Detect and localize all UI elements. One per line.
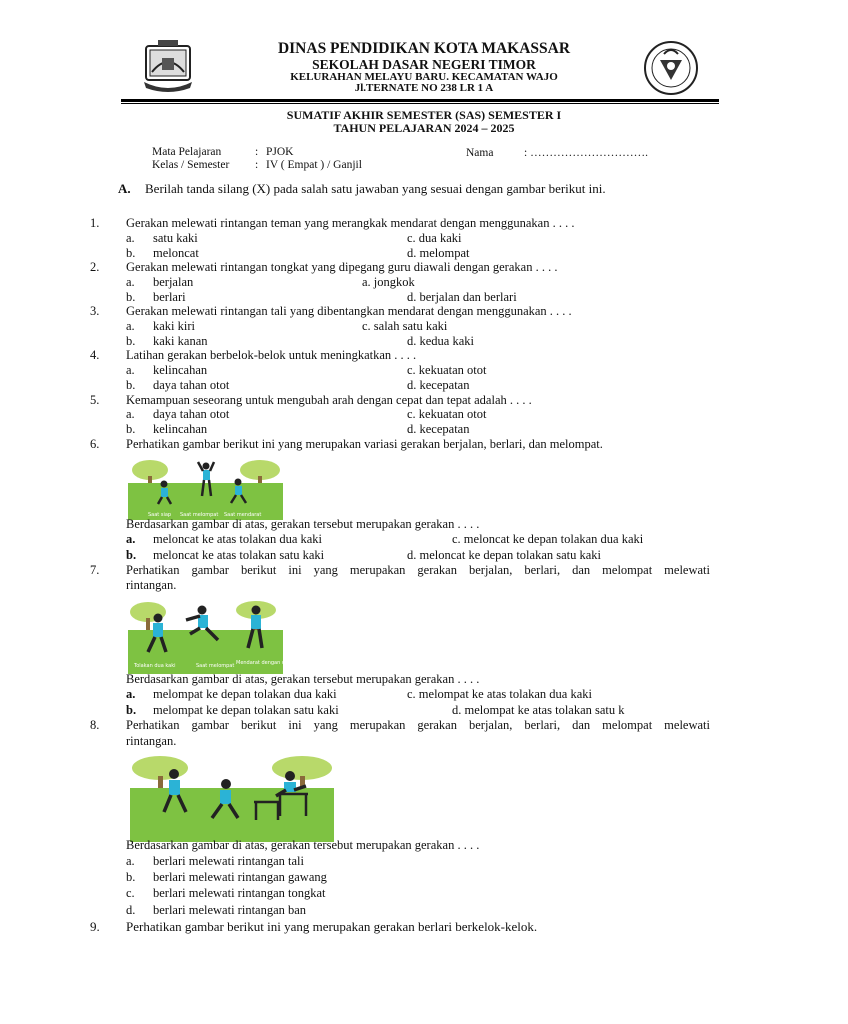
- question-text-continued: rintangan.: [126, 734, 177, 748]
- question-followup: Berdasarkan gambar di atas, gerakan tersebut merupakan gerakan . . . .: [126, 838, 480, 852]
- option-letter: a.: [126, 854, 135, 868]
- section-instruction: Berilah tanda silang (X) pada salah satu jawaban yang sesuai dengan gambar berikut ini.: [145, 181, 606, 196]
- illustration-jumping-variation: [128, 458, 283, 520]
- question-text: Gerakan melewati rintangan tali yang dibentangkan mendarat dengan menggunakan . . . .: [126, 304, 572, 318]
- option-letter: b.: [126, 870, 136, 884]
- option-b[interactable]: kaki kanan: [153, 334, 208, 348]
- option-d[interactable]: d. berjalan dan berlari: [407, 290, 517, 304]
- name-label: Nama: [466, 147, 494, 159]
- option-a[interactable]: kelincahan: [153, 363, 208, 377]
- question-number: 1.: [90, 216, 100, 230]
- option-letter: d.: [126, 903, 136, 917]
- option-d[interactable]: d. melompat: [407, 246, 470, 260]
- class-label: Kelas / Semester: [152, 159, 230, 171]
- option-c[interactable]: c. meloncat ke depan tolakan dua kaki: [452, 532, 644, 546]
- option-d[interactable]: d. meloncat ke depan tolakan satu kaki: [407, 548, 602, 562]
- option-c[interactable]: c. kekuatan otot: [407, 363, 487, 377]
- option-b[interactable]: meloncat ke atas tolakan satu kaki: [153, 548, 325, 562]
- option-letter: b.: [126, 290, 136, 304]
- option-letter: b.: [126, 703, 137, 717]
- question-followup: Berdasarkan gambar di atas, gerakan tersebut merupakan gerakan . . . .: [126, 517, 480, 531]
- option-c[interactable]: berlari melewati rintangan tongkat: [153, 886, 326, 900]
- question-followup: Berdasarkan gambar di atas, gerakan tersebut merupakan gerakan . . . .: [126, 672, 480, 686]
- agency-heading: DINAS PENDIDIKAN KOTA MAKASSAR: [277, 40, 571, 57]
- question-text: Perhatikan gambar berikut ini yang merupakan gerakan berjalan, berlari, dan melompat melewati: [126, 718, 710, 732]
- name-field[interactable]: : ………………………….: [524, 147, 648, 159]
- option-c[interactable]: c. dua kaki: [407, 231, 462, 245]
- option-b[interactable]: kelincahan: [153, 422, 208, 436]
- option-a[interactable]: berjalan: [153, 275, 194, 289]
- class-value: IV ( Empat ) / Ganjil: [266, 159, 362, 171]
- header-rule-thick: [121, 99, 719, 102]
- option-b[interactable]: daya tahan otot: [153, 378, 230, 392]
- subject-value: PJOK: [266, 146, 294, 158]
- question-text: Gerakan melewati rintangan teman yang merangkak mendarat dengan menggunakan . . . .: [126, 216, 575, 230]
- question-number: 9.: [90, 919, 100, 934]
- image-caption: Saat siap: [148, 512, 172, 518]
- question-number: 6.: [90, 437, 100, 451]
- option-letter: b.: [126, 378, 136, 392]
- illustration-jump-over-obstacle: [128, 600, 304, 674]
- option-c[interactable]: c. melompat ke atas tolakan dua kaki: [407, 687, 593, 701]
- option-c[interactable]: c. salah satu kaki: [362, 319, 448, 333]
- question-text: Perhatikan gambar berikut ini yang merupakan variasi gerakan berjalan, berlari, dan melompat.: [126, 437, 603, 451]
- question-number: 8.: [90, 718, 100, 732]
- option-a[interactable]: meloncat ke atas tolakan dua kaki: [153, 532, 323, 546]
- question-number: 3.: [90, 304, 100, 318]
- option-letter: a.: [126, 532, 136, 546]
- option-letter: a.: [126, 363, 135, 377]
- option-letter: c.: [126, 886, 135, 900]
- option-letter: a.: [126, 275, 135, 289]
- image-caption: Saat mendarat: [224, 512, 262, 518]
- option-letter: a.: [126, 319, 135, 333]
- image-caption: Tolakan dua kaki: [134, 663, 176, 669]
- image-caption: Mendarat dengan dua kaki: [236, 660, 304, 666]
- question-number: 4.: [90, 348, 100, 362]
- class-colon: :: [255, 159, 259, 171]
- question-number: 5.: [90, 393, 100, 407]
- image-caption: Saat melompat: [180, 512, 219, 518]
- option-a[interactable]: daya tahan otot: [153, 407, 230, 421]
- option-d[interactable]: d. kecepatan: [407, 378, 470, 392]
- option-a[interactable]: satu kaki: [153, 231, 198, 245]
- header-rule-thin: [121, 103, 719, 104]
- question-text: Latihan gerakan berbelok-belok untuk meningkatkan . . . .: [126, 348, 417, 362]
- option-b[interactable]: berlari: [153, 290, 186, 304]
- question-text: Kemampuan seseorang untuk mengubah arah dengan cepat dan tepat adalah . . . .: [126, 393, 532, 407]
- exam-title: SUMATIF AKHIR SEMESTER (SAS) SEMESTER I: [286, 108, 562, 122]
- option-a[interactable]: berlari melewati rintangan tali: [153, 854, 304, 868]
- option-letter: b.: [126, 246, 136, 260]
- address-line-2: Jl.TERNATE NO 238 LR 1 A: [354, 82, 494, 94]
- subject-colon: :: [255, 146, 259, 158]
- option-letter: a.: [126, 231, 135, 245]
- exam-year: TAHUN PELAJARAN 2024 – 2025: [333, 121, 515, 135]
- option-a[interactable]: kaki kiri: [153, 319, 196, 333]
- option-letter: a.: [126, 687, 136, 701]
- option-b[interactable]: berlari melewati rintangan gawang: [153, 870, 327, 884]
- option-letter: a.: [126, 407, 135, 421]
- subject-label: Mata Pelajaran: [152, 146, 222, 158]
- question-text-continued: rintangan.: [126, 578, 177, 592]
- option-d[interactable]: berlari melewati rintangan ban: [153, 903, 307, 917]
- option-a[interactable]: melompat ke depan tolakan dua kaki: [153, 687, 337, 701]
- question-text: Perhatikan gambar berikut ini yang merupakan gerakan berlari berkelok-kelok.: [126, 919, 538, 934]
- option-letter: b.: [126, 422, 136, 436]
- address-line-1: KELURAHAN MELAYU BARU. KECAMATAN WAJO: [290, 71, 558, 83]
- question-number: 2.: [90, 260, 100, 274]
- question-text: Perhatikan gambar berikut ini yang merupakan gerakan berjalan, berlari, dan melompat melewati: [126, 563, 710, 577]
- option-letter: b.: [126, 334, 136, 348]
- option-c[interactable]: c. kekuatan otot: [407, 407, 487, 421]
- option-d[interactable]: d. kedua kaki: [407, 334, 474, 348]
- question-text: Gerakan melewati rintangan tongkat yang dipegang guru diawali dengan gerakan . . . .: [126, 260, 558, 274]
- option-b[interactable]: meloncat: [153, 246, 199, 260]
- section-letter: A.: [118, 181, 131, 196]
- option-d[interactable]: d. kecepatan: [407, 422, 470, 436]
- question-number: 7.: [90, 563, 100, 577]
- option-letter: b.: [126, 548, 137, 562]
- option-d[interactable]: d. melompat ke atas tolakan satu k: [452, 703, 625, 717]
- image-caption: Saat melompat: [196, 663, 235, 669]
- school-heading: SEKOLAH DASAR NEGERI TIMOR: [312, 57, 536, 72]
- option-c[interactable]: a. jongkok: [362, 275, 415, 289]
- illustration-hurdle-run: [130, 756, 334, 842]
- option-b[interactable]: melompat ke depan tolakan satu kaki: [153, 703, 339, 717]
